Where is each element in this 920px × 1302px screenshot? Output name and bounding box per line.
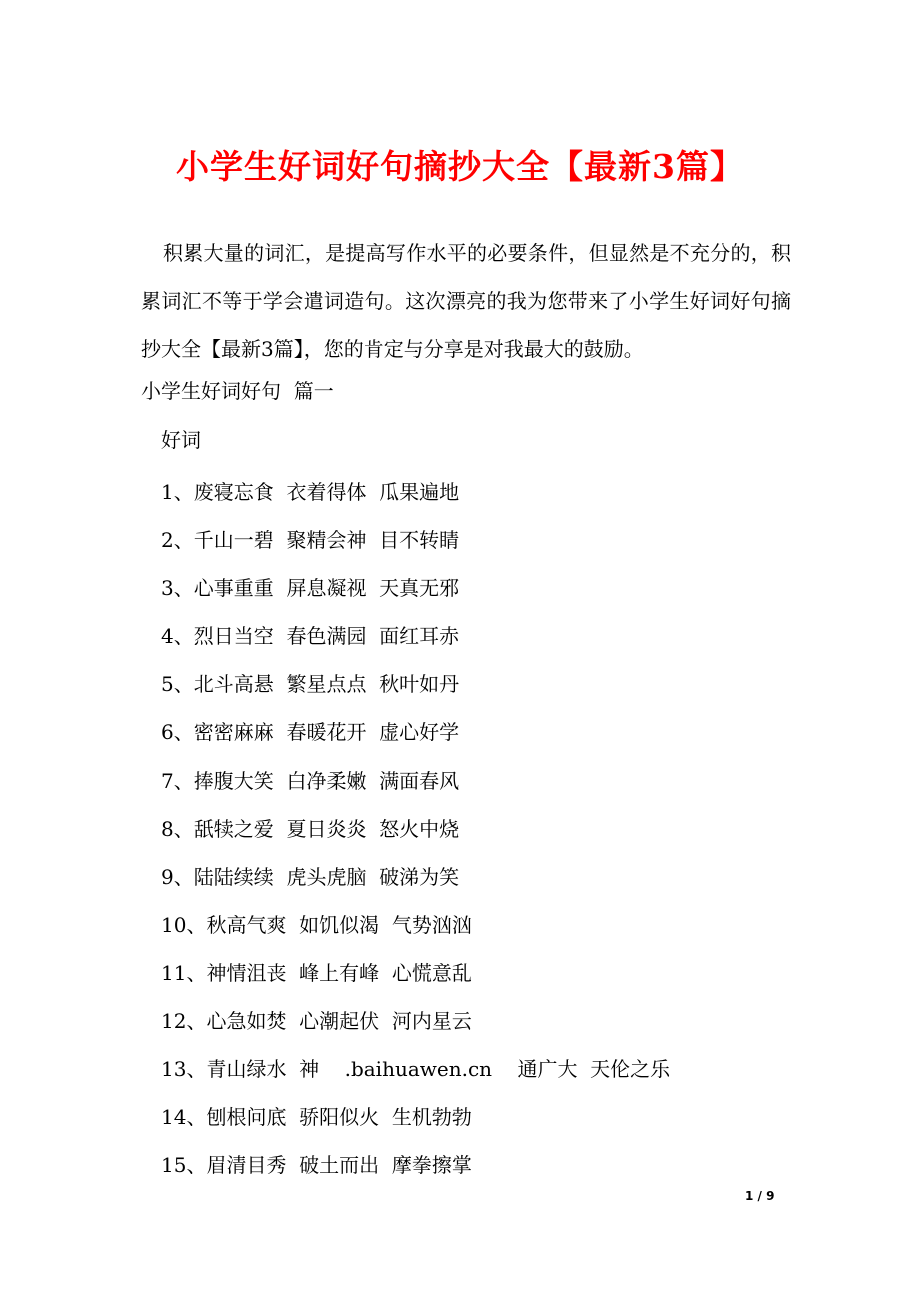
list-item: 3、心事重重 屏息凝视 天真无邪: [161, 576, 460, 601]
list-item: 13、青山绿水 神 .baihuawen.cn 通广大 天伦之乐: [161, 1057, 671, 1082]
list-item: 14、刨根问底 骄阳似火 生机勃勃: [161, 1105, 472, 1130]
list-item: 1、废寝忘食 衣着得体 瓜果遍地: [161, 480, 460, 504]
list-item: 7、捧腹大笑 白净柔嫩 满面春风: [161, 768, 460, 793]
list-item: 2、千山一碧 聚精会神 目不转睛: [161, 528, 460, 553]
list-item: 15、眉清目秀 破土而出 摩拳擦掌: [161, 1153, 472, 1178]
list-item: 9、陆陆续续 虎头虎脑 破涕为笑: [161, 864, 460, 889]
list-item: 8、舐犊之爱 夏日炎炎 怒火中烧: [161, 816, 460, 841]
list-item: 4、烈日当空 春色满园 面红耳赤: [161, 624, 460, 649]
document-title: 小学生好词好句摘抄大全【最新3篇】: [176, 147, 744, 186]
list-item: 11、神情沮丧 峰上有峰 心慌意乱: [161, 960, 472, 985]
intro-paragraph: 积累大量的词汇，是提高写作水平的必要条件，但显然是不充分的，积累词汇不等于学会遣词造句。这次漂亮的我为您带来了小学生好词好句摘抄大全【最新3篇】，您的肯定与分享是对我最大的鼓励。: [141, 241, 791, 361]
list-item: 6、密密麻麻 春暖花开 虚心好学: [161, 720, 460, 745]
section-heading: 小学生好词好句 篇一: [141, 379, 334, 403]
list-item: 12、心急如焚 心潮起伏 河内星云: [161, 1009, 472, 1034]
list-item: 5、北斗高悬 繁星点点 秋叶如丹: [161, 672, 460, 697]
list-item: 10、秋高气爽 如饥似渴 气势汹汹: [161, 912, 472, 937]
page-number: 1 / 9: [745, 1189, 775, 1203]
good-words-label: 好词: [161, 428, 201, 452]
good-words-list: [161, 468, 670, 1189]
